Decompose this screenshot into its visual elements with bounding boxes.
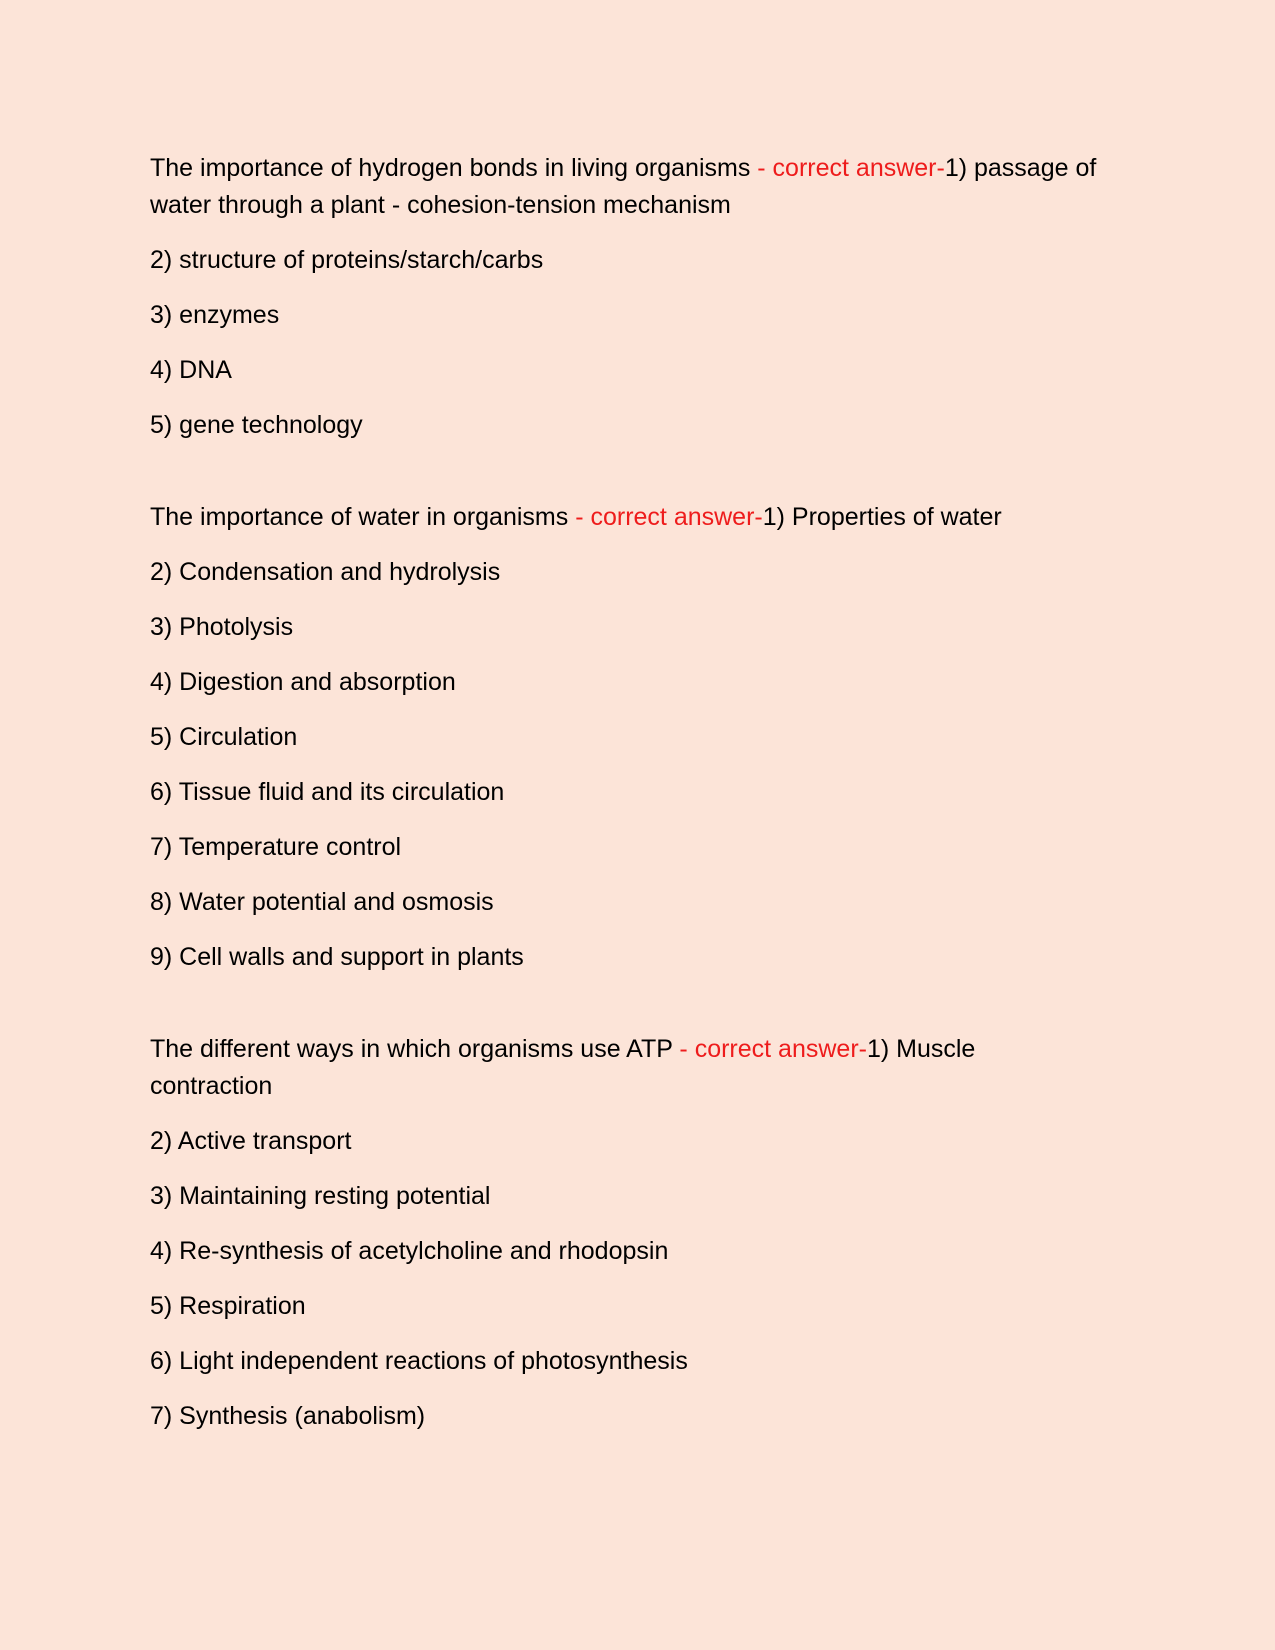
- question-text: The different ways in which organisms use ATP: [150, 1035, 673, 1063]
- answer-item: 6) Tissue fluid and its circulation: [150, 778, 505, 806]
- answer-first-item: 1) Muscle contraction: [150, 1035, 976, 1100]
- answer-item: 2) Condensation and hydrolysis: [150, 558, 501, 586]
- qa-block-atp: [150, 1031, 1100, 1435]
- answer-item: 2) Active transport: [150, 1127, 352, 1155]
- answer-item: 6) Light independent reactions of photosynthesis: [150, 1347, 688, 1375]
- qa-block-water: [150, 499, 1100, 976]
- answer-first-item: 1) passage of water through a plant - cohesion-tension mechanism: [150, 154, 1097, 219]
- answer-item: 4) DNA: [150, 356, 232, 384]
- question-line: [150, 499, 1100, 536]
- answer-item: 3) Photolysis: [150, 613, 294, 641]
- correct-answer-marker: - correct answer-: [672, 1035, 867, 1063]
- answer-item: 4) Re-synthesis of acetylcholine and rhodopsin: [150, 1237, 669, 1265]
- answer-item: 9) Cell walls and support in plants: [150, 943, 524, 971]
- answer-item: 5) Circulation: [150, 723, 298, 751]
- question-text: The importance of water in organisms: [150, 503, 569, 531]
- answer-item: 2) structure of proteins/starch/carbs: [150, 246, 544, 274]
- answer-item: 5) gene technology: [150, 411, 363, 439]
- answer-item: 5) Respiration: [150, 1292, 306, 1320]
- answer-item: 7) Temperature control: [150, 833, 402, 861]
- answer-item: 3) Maintaining resting potential: [150, 1182, 491, 1210]
- answer-item: 4) Digestion and absorption: [150, 668, 456, 696]
- qa-block-hydrogen-bonds: [150, 150, 1100, 444]
- answer-first-item: 1) Properties of water: [762, 503, 1002, 531]
- question-text: The importance of hydrogen bonds in living organisms: [150, 154, 751, 182]
- answer-item: 8) Water potential and osmosis: [150, 888, 494, 916]
- correct-answer-marker: - correct answer-: [750, 154, 945, 182]
- document-page: [150, 150, 1100, 1435]
- question-line: [150, 1031, 1100, 1105]
- answer-item: 7) Synthesis (anabolism): [150, 1402, 426, 1430]
- question-line: [150, 150, 1100, 224]
- correct-answer-marker: - correct answer-: [568, 503, 763, 531]
- answer-item: 3) enzymes: [150, 301, 280, 329]
